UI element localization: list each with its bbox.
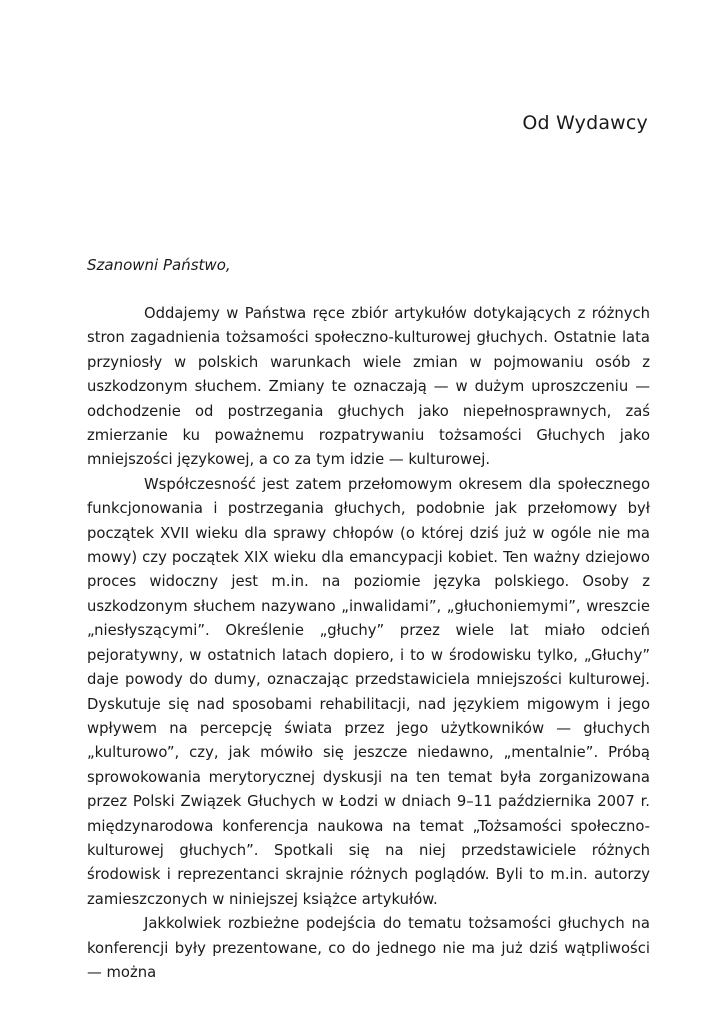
page-title: Od Wydawcy <box>522 112 648 134</box>
paragraph: Współczesność jest zatem przełomowym okresem dla społecznego funkcjonowania i postrzegania głuchych, podobnie jak przełomowy był początek XVII wieku dla sprawy chłopów (o której dziś już w ogóle nie ma mowy) czy początek XIX wieku dla emancypacji kobiet. Ten ważny dziejowo proces widoczny jest m.in. na poziomie języka polskiego. Osoby z uszkodzonym słuchem nazywano „inwalidami”, „głuchoniemymi”, wreszcie „niesłyszącymi”. Określenie „głuchy” przez wiele lat miało odcień pejoratywny, w ostatnich latach dopiero, i to w środowisku tylko, „Głuchy” daje powody do dumy, oznaczając przedstawiciela mniejszości kulturowej. Dyskutuje się nad sposobami rehabilitacji, nad językiem migowym i jego wpływem na percepcję świata przez jego użytkowników — głuchych „kulturowo”, czy, jak mówiło się jeszcze niedawno, „mentalnie”. Próbą sprowokowania merytorycznej dyskusji na ten temat była zorganizowana przez Polski Związek Głuchych w Łodzi w dniach 9–11 października 2007 r. międzynarodowa konferencja naukowa na temat „Tożsamości społeczno-kulturowej głuchych”. Spotkali się na niej przedstawiciele różnych środowisk i reprezentanci skrajnie różnych poglądów. Byli to m.in. autorzy zamieszczonych w niniejszej książce artykułów. <box>87 475 650 908</box>
salutation: Szanowni Państwo, <box>87 256 231 274</box>
paragraph: Jakkolwiek rozbieżne podejścia do tematu tożsamości głuchych na konferencji były prezentowane, co do jednego nie ma już dziś wątpliwości — można <box>87 915 650 981</box>
paragraph: Oddajemy w Państwa ręce zbiór artykułów dotykających z różnych stron zagadnienia tożsamości społeczno-kulturowej głuchych. Ostatnie lata przyniosły w polskich warunkach wiele zmian w pojmowaniu osób z uszkodzonym słuchem. Zmiany te oznaczają — w dużym uproszczeniu — odchodzenie od postrzegania głuchych jako niepełnosprawnych, zaś zmierzanie ku poważnemu rozpatrywaniu tożsamości Głuchych jako mniejszości językowej, a co za tym idzie — kulturowej. <box>87 305 650 469</box>
letter-body <box>87 302 650 985</box>
